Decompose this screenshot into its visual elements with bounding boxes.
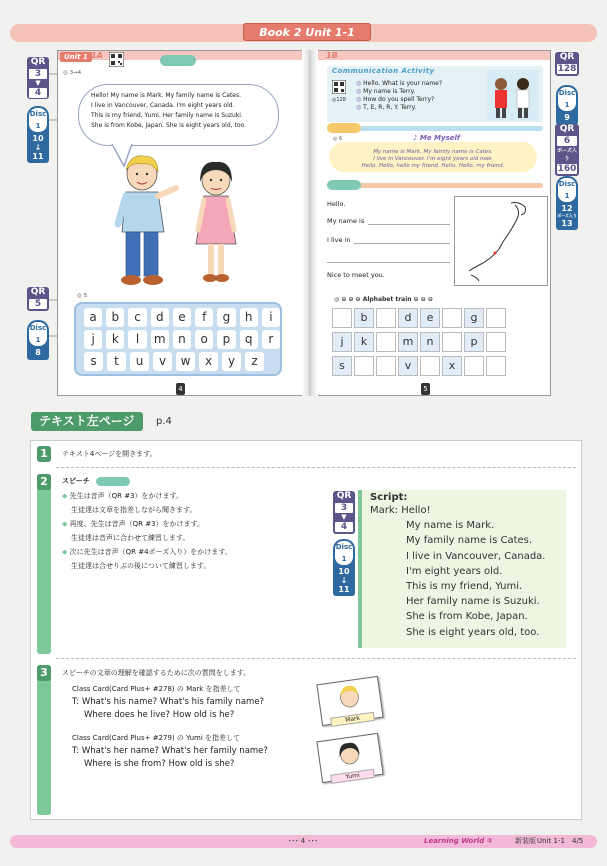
train-cell[interactable] (486, 356, 506, 376)
qr-ref-comm: ◎128 (332, 97, 346, 103)
unit-tag: Unit 1 (60, 52, 92, 62)
letter-cell: a (84, 308, 102, 327)
train-cell[interactable] (332, 308, 352, 328)
train-cell[interactable] (442, 332, 462, 352)
diamond-bullet-icon: ◆ (62, 548, 68, 556)
train-cell[interactable]: m (398, 332, 418, 352)
yumi-face-icon (318, 734, 382, 772)
letter-cell: d (151, 308, 169, 327)
class-card-yumi: Yumi (316, 733, 383, 783)
letter-cell: c (128, 308, 146, 327)
letter-cell: o (195, 330, 213, 349)
letter-cell: f (195, 308, 213, 327)
train-cell[interactable] (442, 308, 462, 328)
class-card-mark: Mark (316, 676, 383, 726)
header-bar (10, 24, 597, 42)
train-cell[interactable]: b (354, 308, 374, 328)
section-label-right: 1B (326, 51, 338, 60)
train-cell[interactable]: s (332, 356, 352, 376)
qr-code-badge[interactable]: QR 3 ▼ 4 (333, 491, 355, 534)
book-gutter (302, 50, 318, 396)
footer-page: ･･･ 4 ･･･ (288, 837, 318, 845)
letter-cell: s (84, 352, 103, 371)
qr-ref-myself: ◎ 6 (333, 136, 343, 142)
train-cell[interactable] (376, 308, 396, 328)
letter-cell: n (173, 330, 191, 349)
page-number-left: 4 (176, 383, 185, 395)
script-box: Script: Mark: Hello! My name is Mark. My family name is Cates. I live in Vancouver, Canada. I'm eight years old. This is my friend, Yumi. Her family name is Suzuki. She is from Kobe, Japan. She is eight years old, too. (358, 490, 566, 648)
mark-face-icon (318, 677, 382, 715)
step-bar (37, 474, 51, 654)
train-cell[interactable]: n (420, 332, 440, 352)
train-cell[interactable] (486, 332, 506, 352)
step-bar (37, 665, 51, 815)
letter-cell: v (153, 352, 172, 371)
divider (56, 467, 576, 468)
train-cell[interactable] (464, 356, 484, 376)
step-number: 2 (37, 474, 51, 490)
disc-track-badge[interactable]: Disc 1 8 (27, 320, 49, 360)
qr-code-badge[interactable]: QR 128 (555, 52, 579, 76)
disc-track-badge[interactable]: Disc 1 10 ↓ 11 (27, 106, 49, 163)
communication-lines: ◎ Hello. What is your name? ◎ My name is Terry. ◎ How do you spell Terry? ◎ T, E, R, R, Y. Terry. (356, 80, 443, 111)
step-title: スピーチ (62, 476, 130, 486)
write-line[interactable] (368, 216, 450, 225)
step-text: スピーチの文章の理解を確認するために次の質問をします。 (62, 669, 251, 677)
qr-code-badge[interactable]: QR 3 ▼ 4 (27, 57, 49, 99)
mark-and-yumi-illustration (104, 152, 254, 292)
japan-map-icon (455, 197, 547, 285)
letter-cell: t (107, 352, 126, 371)
letter-cell: g (217, 308, 235, 327)
letter-cell: x (199, 352, 218, 371)
self-introduction-form: Hello. My name is I live in Nice to meet you. (327, 196, 450, 286)
train-cell[interactable]: d (398, 308, 418, 328)
arrow-down-icon: ▼ (341, 513, 347, 521)
divider (56, 658, 576, 659)
qr-thumbnail-icon (332, 80, 346, 94)
speaker-icon (327, 180, 361, 190)
train-cell[interactable] (376, 332, 396, 352)
section-heading: テキスト左ページ (31, 412, 143, 431)
footer-bar (10, 835, 597, 848)
question-block-yumi: Class Card(Card Plus+ #279) の Yumi を指差して T: What's her name? What's her family name? Where is she from? How old is she? (72, 734, 268, 769)
write-line[interactable] (354, 235, 450, 244)
question-block-mark: Class Card(Card Plus+ #278) の Mark を指差して T: What's his name? What's his family name? Where does he live? How old is he? (72, 685, 265, 720)
bullet-icon: ◎ (356, 104, 362, 111)
section-label-left: 1A (91, 51, 103, 60)
letter-cell: u (130, 352, 149, 371)
bullet-icon: ◎ (356, 88, 362, 95)
disc-track-badge[interactable]: Disc 1 10 ↓ 11 (333, 539, 355, 596)
step-bullets: ◆ 先生は音声（QR #3）をかけます。 生徒達は文章を指差しながら聞きます。 ◆ 再度、先生は音声（QR #3）をかけます。 生徒達は音声に合わせて練習します。 ◆ 次に先生は音声（QR #4ポーズ入り）をかけます。 生徒達は合せりぶの後について練習します。 (62, 492, 232, 570)
qr-ref-alphabet: ◎ 5 (77, 293, 88, 299)
letter-cell: q (240, 330, 258, 349)
bullet-icon: ◎ (356, 80, 362, 87)
arrow-down-icon: ▼ (35, 79, 41, 87)
footer-unit: Unit 1-1 (537, 837, 565, 845)
disc-track-badge[interactable]: Disc 1 9 (556, 85, 578, 125)
disc-track-badge[interactable]: Disc 1 12 ポーズ入り 13 (556, 176, 578, 230)
qr-code-badge[interactable]: QR 5 (27, 287, 49, 311)
letter-cell: r (262, 330, 280, 349)
me-myself-lyrics: My name is Mark. My family name is Cates. I live in Vancouver. I'm eight years old now. Hello. Hello, hello my friend. Hello. Hello, my friend. (329, 142, 537, 172)
header-title: Book 2 Unit 1-1 (243, 23, 371, 41)
qr-thumbnail-icon (109, 52, 124, 67)
letter-cell: j (84, 330, 102, 349)
train-cell[interactable] (376, 356, 396, 376)
letter-cell: m (151, 330, 169, 349)
diamond-bullet-icon: ◆ (62, 520, 68, 528)
arrow-down-icon: ↓ (340, 576, 348, 585)
write-line[interactable] (327, 254, 450, 263)
speech-bubble: Hello! My name is Mark. My family name is Cates. I live in Vancouver, Canada. I'm eight years old. This is my friend, Yumi. Her family name is Suzuki. She is from Kobe, Japan. She is eight years old, too. (78, 84, 279, 146)
letter-cell: w (176, 352, 195, 371)
train-cell[interactable]: x (442, 356, 462, 376)
speaker-icon (96, 477, 130, 486)
speaker-icon (327, 123, 361, 133)
alphabet-chart (74, 302, 282, 376)
children-photo (487, 70, 539, 120)
step-number: 3 (37, 665, 51, 681)
footer-brand: Learning World ② (424, 837, 493, 845)
train-cell[interactable]: j (332, 332, 352, 352)
qr-ref-speech: ◎ 3→4 (63, 70, 82, 76)
alphabet-train (322, 298, 546, 374)
train-cell[interactable] (354, 356, 374, 376)
letter-cell: k (106, 330, 124, 349)
diamond-bullet-icon: ◆ (62, 492, 68, 500)
train-cell[interactable] (486, 308, 506, 328)
me-myself-title: ♪ Me Myself (413, 134, 460, 142)
letter-cell: z (245, 352, 264, 371)
world-map (454, 196, 548, 286)
alphabet-train-title: ◎ ⊖ ⊖ ⊖ Alphabet train ⊖ ⊖ ⊖ (334, 296, 433, 303)
step-number: 1 (37, 446, 51, 462)
qr-code-badge[interactable]: QR 6 ポーズ入り 160 (555, 124, 579, 176)
letter-cell: i (262, 308, 280, 327)
footer-edition: 新装版 (515, 837, 536, 845)
train-cell[interactable]: e (420, 308, 440, 328)
bullet-icon: ◎ (356, 96, 362, 103)
train-cell[interactable]: p (464, 332, 484, 352)
train-cell[interactable]: g (464, 308, 484, 328)
speaker-icon (160, 55, 196, 66)
letter-cell: b (106, 308, 124, 327)
arrow-down-icon: ↓ (34, 143, 42, 152)
letter-cell: l (128, 330, 146, 349)
letter-cell: h (240, 308, 258, 327)
step-text: テキスト4ページを開きます。 (62, 450, 157, 458)
communication-activity-title: Communication Activity (332, 67, 435, 75)
train-cell[interactable]: k (354, 332, 374, 352)
train-cell[interactable] (420, 356, 440, 376)
letter-cell: y (222, 352, 241, 371)
train-cell[interactable]: v (398, 356, 418, 376)
letter-cell: p (217, 330, 235, 349)
letter-cell: e (173, 308, 191, 327)
page-number-right: 5 (421, 383, 430, 395)
footer-count: 4/5 (572, 837, 584, 845)
section-page-ref: p.4 (156, 416, 172, 427)
